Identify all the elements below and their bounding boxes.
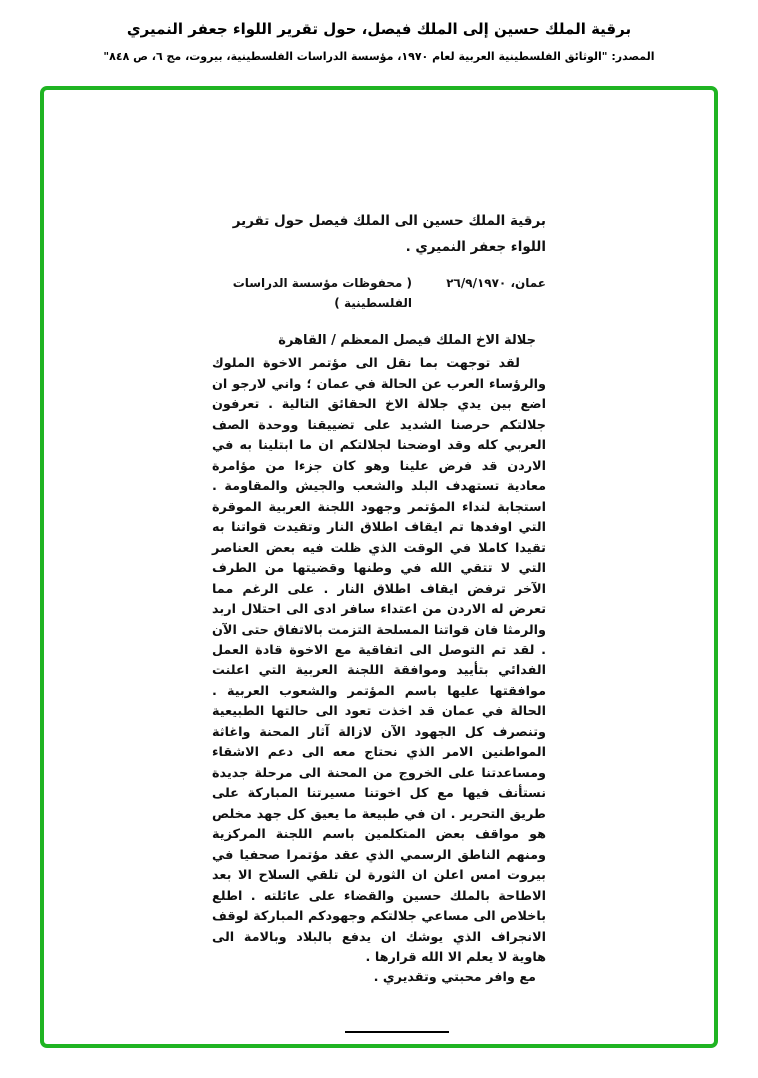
dateline <box>212 273 546 314</box>
place-and-date: عمان، ٢٦/٩/١٩٧٠ <box>446 275 546 290</box>
page-header <box>0 0 758 63</box>
archive-note: ( محفوظات مؤسسة الدراسات الفلسطينية ) <box>232 275 412 311</box>
closing-line: مع وافر محبتي وتقديري . <box>373 970 536 986</box>
document-title: برقية الملك حسين الى الملك فيصل حول تقرير اللواء جعفر النميري . <box>232 213 546 256</box>
document-frame <box>40 86 718 1048</box>
salutation-line: جلالة الاخ الملك فيصل المعظم / القاهرة <box>278 333 536 349</box>
signature-line <box>345 1031 449 1033</box>
letter-body: لقد توجهت بما نقل الى مؤتمر الاخوة الملوك والرؤساء العرب عن الحالة في عمان ؛ واني لارجو ان اضع بين يدي جلالة الاخ الحقائق التالية . تعرفون جلالتكم حرصنا الشديد على تضييقنا ووحدة الصف العربي كله وقد اوضحنا لجلالتكم ان ما ابتلينا به في الاردن قد فرض علينا وهو كان جزءا من مؤامرة معادية تستهدف البلد والشعب والجيش والمقاومة . استجابة لنداء المؤتمر وجهود اللجنة العربية الموقرة التي اوفدها تم ايقاف اطلاق النار وتقيدت قواتنا به تقيدا كاملا في الوقت الذي ظلت فيه بعض العناصر التي لا تتقي الله في وطنها وقضيتها من الطرف الآخر ترفض ايقاف اطلاق النار . على الرغم مما تعرض له الاردن من اعتداء سافر ادى الى احتلال اربد والرمثا فان قواتنا المسلحة التزمت بالاتفاق حتى الآن . لقد تم التوصل الى اتفاقية مع الاخوة قادة العمل الفدائي بتأييد وموافقة اللجنة العربية التي اعلنت موافقتها عليها باسم المؤتمر والشعوب العربية . الحالة في عمان قد اخذت تعود الى حالتها الطبيعية وتنصرف كل الجهود الآن لازالة آثار المحنة واغاثة المواطنين الامر الذي نحتاج معه الى دعم الاشقاء ومساعدتنا على الخروج من المحنة الى مرحلة جديدة نستأنف فيها مع كل اخوتنا مسيرتنا المباركة على طريق التحرير . ان في طبيعة ما يعيق كل جهد مخلص هو مواقف بعض المتكلمين باسم اللجنة المركزية ومنهم الناطق الرسمي الذي عقد مؤتمرا صحفيا في بيروت امس اعلن ان الثورة لن تلقي السلاح الا بعد الاطاحة بالملك حسين والقضاء على عائلته . اطلع باخلاص الى مساعي جلالتكم وجهودكم المباركة لوقف الانجراف الذي يوشك ان يدفع بالبلاد وبالامة الى هاوية لا يعلم الا الله قرارها . <box>212 356 546 965</box>
header-source-line: المصدر: "الوثائق الفلسطينية العربية لعام ١٩٧٠، مؤسسة الدراسات الفلسطينية، بيروت، مج ٦، ص ٨٤٨" <box>103 50 655 63</box>
document-scan <box>212 90 546 1033</box>
header-title: برقية الملك حسين إلى الملك فيصل، حول تقرير اللواء جعفر النميري <box>126 20 632 38</box>
